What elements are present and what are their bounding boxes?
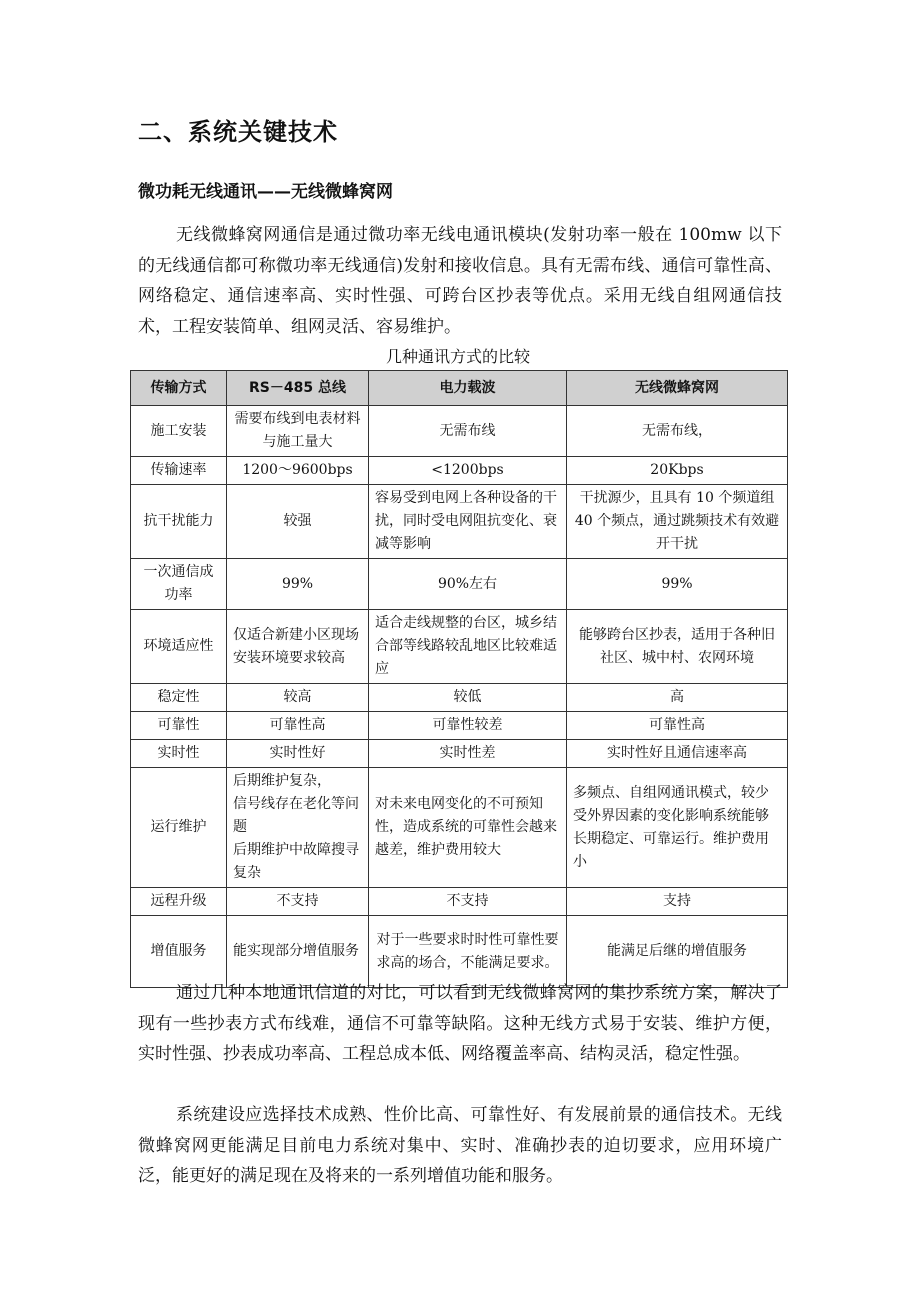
table-cell: 1200～9600bps (227, 457, 369, 485)
table-caption: 几种通讯方式的比较 (385, 347, 530, 366)
table-cell: 可靠性高 (227, 712, 369, 740)
table-cell: 对未来电网变化的不可预知性，造成系统的可靠性会越来越差，维护费用较大 (369, 768, 567, 888)
header-cell-micro-cellular: 无线微蜂窝网 (567, 371, 788, 406)
row-label: 增值服务 (131, 916, 227, 988)
table-cell: 支持 (567, 888, 788, 916)
table-cell: <1200bps (369, 457, 567, 485)
table-cell: 可靠性高 (567, 712, 788, 740)
table-cell: 20Kbps (567, 457, 788, 485)
table-cell: 无需布线 (369, 406, 567, 457)
table-cell: 需要布线到电表材料与施工量大 (227, 406, 369, 457)
conclusion-paragraph: 通过几种本地通讯信道的对比，可以看到无线微蜂窝网的集抄系统方案，解决了现有一些抄表方式布线难，通信不可靠等缺陷。这种无线方式易于安装、维护方便，实时性强、抄表成功率高、工程总成本低、网络覆盖率高、结构灵活，稳定性强。 (138, 983, 782, 1064)
table-row (131, 888, 788, 916)
row-label: 抗干扰能力 (131, 485, 227, 559)
table-cell: 99% (567, 559, 788, 610)
maintenance-line: 信号线存在老化等问题 (233, 796, 359, 835)
table-cell: 仅适合新建小区现场安装环境要求较高 (227, 610, 369, 684)
row-label: 施工安装 (131, 406, 227, 457)
recommendation-paragraph: 系统建设应选择技术成熟、性价比高、可靠性好、有发展前景的通信技术。无线微蜂窝网更能满足目前电力系统对集中、实时、准确抄表的迫切要求，应用环境广泛，能更好的满足现在及将来的一系列增值功能和服务。 (138, 1105, 782, 1186)
table-cell: 干扰源少，且具有 10 个频道组 40 个频点，通过跳频技术有效避开干扰 (567, 485, 788, 559)
table-cell: 高 (567, 684, 788, 712)
header-cell-method: 传输方式 (131, 371, 227, 406)
table-cell: 适合走线规整的台区，城乡结合部等线路较乱地区比较难适应 (369, 610, 567, 684)
table-cell: 不支持 (369, 888, 567, 916)
table-cell: 实时性差 (369, 740, 567, 768)
table-cell: 多频点、自组网通讯模式，较少受外界因素的变化影响系统能够长期稳定、可靠运行。维护费用小 (567, 768, 788, 888)
table-cell: 较低 (369, 684, 567, 712)
table-row (131, 684, 788, 712)
subsection-heading: 微功耗无线通讯——无线微蜂窝网 (138, 182, 393, 202)
table-cell: 能满足后继的增值服务 (567, 916, 788, 988)
table-cell: 较强 (227, 485, 369, 559)
comparison-table (130, 370, 788, 988)
row-label: 可靠性 (131, 712, 227, 740)
row-label: 稳定性 (131, 684, 227, 712)
row-label: 实时性 (131, 740, 227, 768)
table-cell: 容易受到电网上各种设备的干扰，同时受电网阻抗变化、衰减等影响 (369, 485, 567, 559)
table-row (131, 712, 788, 740)
row-label: 远程升级 (131, 888, 227, 916)
table-cell: 90%左右 (369, 559, 567, 610)
maintenance-line: 后期维护中故障搜寻复杂 (233, 842, 359, 881)
table-cell: 实时性好 (227, 740, 369, 768)
intro-paragraph: 无线微蜂窝网通信是通过微功率无线电通讯模块(发射功率一般在 100mw 以下的无线通信都可称微功率无线通信)发射和接收信息。具有无需布线、通信可靠性高、网络稳定、通信速率高、实时性强、可跨台区抄表等优点。采用无线自组网通信技术，工程安装简单、组网灵活、容易维护。 (138, 225, 782, 337)
table-row (131, 406, 788, 457)
table-cell: 不支持 (227, 888, 369, 916)
table-cell: 对于一些要求时时性可靠性要求高的场合，不能满足要求。 (369, 916, 567, 988)
row-label: 运行维护 (131, 768, 227, 888)
table-cell: 无需布线， (567, 406, 788, 457)
table-row (131, 485, 788, 559)
table-row (131, 768, 788, 888)
table-cell: 较高 (227, 684, 369, 712)
row-label: 传输速率 (131, 457, 227, 485)
row-label: 环境适应性 (131, 610, 227, 684)
table-cell (227, 768, 369, 888)
header-cell-power-carrier: 电力载波 (369, 371, 567, 406)
table-cell: 99% (227, 559, 369, 610)
table-row (131, 740, 788, 768)
table-cell: 可靠性较差 (369, 712, 567, 740)
table-row (131, 610, 788, 684)
table-cell: 实时性好且通信速率高 (567, 740, 788, 768)
row-label: 一次通信成功率 (131, 559, 227, 610)
table-header-row (131, 371, 788, 406)
table-row (131, 916, 788, 988)
table-row (131, 457, 788, 485)
maintenance-line: 后期维护复杂， (233, 773, 331, 789)
table-row (131, 559, 788, 610)
table-cell: 能实现部分增值服务 (227, 916, 369, 988)
header-cell-rs485: RS－485 总线 (227, 371, 369, 406)
table-cell: 能够跨台区抄表，适用于各种旧社区、城中村、农网环境 (567, 610, 788, 684)
section-heading: 二、系统关键技术 (138, 118, 338, 146)
